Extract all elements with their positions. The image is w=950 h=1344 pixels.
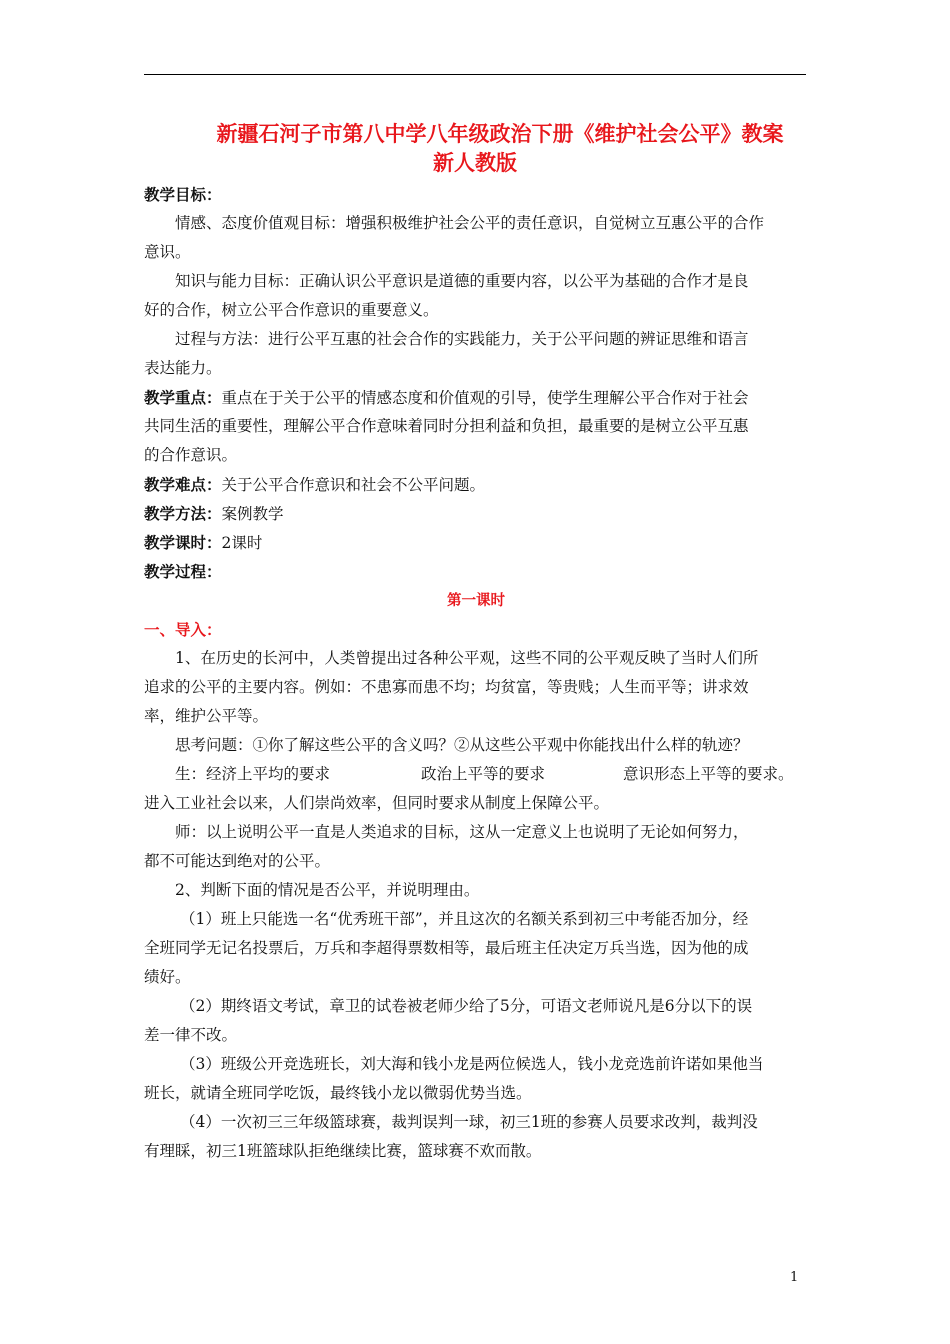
objective-process: 过程与方法：进行公平互惠的社会合作的实践能力，关于公平问题的辨证思维和语言	[175, 330, 749, 348]
intro-heading: 一、导入：	[144, 620, 222, 639]
document-title-line1: 新疆石河子市第八中学八年级政治下册《维护社会公平》教案	[216, 121, 784, 146]
student-answer-economic: 生：经济上平均的要求	[175, 765, 331, 783]
key-points-text: 重点在于关于公平的情感态度和价值观的引导，使学生理解公平合作对于社会	[221, 389, 749, 407]
process-label: 教学过程：	[144, 562, 222, 581]
case-2-cont: 差一律不改。	[144, 1026, 238, 1044]
key-points-cont2: 的合作意识。	[144, 446, 238, 464]
difficulty-label: 教学难点：	[144, 475, 222, 494]
intro-paragraph-1: 1、在历史的长河中，人类曾提出过各种公平观，这些不同的公平观反映了当时人们所	[175, 649, 759, 667]
key-points	[144, 383, 808, 412]
objective-knowledge-cont: 好的合作，树立公平合作意识的重要意义。	[144, 301, 439, 319]
student-answer-cont: 进入工业社会以来，人们崇尚效率，但同时要求从制度上保障公平。	[144, 794, 610, 812]
case-1: （1）班上只能选一名“优秀班干部”，并且这次的名额关系到初三中考能否加分，经	[180, 910, 749, 928]
teacher-remark: 师：以上说明公平一直是人类追求的目标，这从一定意义上也说明了无论如何努力，	[175, 823, 749, 841]
intro-paragraph-1-cont1: 追求的公平的主要内容。例如：不患寡而患不均；均贫富，等贵贱；人生而平等；讲求效	[144, 678, 749, 696]
teacher-remark-cont: 都不可能达到绝对的公平。	[144, 852, 331, 870]
case-2: （2）期终语文考试，章卫的试卷被老师少给了5分，可语文老师说凡是6分以下的误	[180, 997, 753, 1015]
intro-paragraph-1-cont2: 率，维护公平等。	[144, 707, 269, 725]
case-3-cont: 班长，就请全班同学吃饭，最终钱小龙以微弱优势当选。	[144, 1084, 532, 1102]
thinking-question: 思考问题：①你了解这些公平的含义吗？②从这些公平观中你能找出什么样的轨迹？	[175, 736, 749, 754]
key-points-cont1: 共同生活的重要性，理解公平合作意味着同时分担利益和负担，最重要的是树立公平互惠	[144, 417, 749, 435]
difficulty-text: 关于公平合作意识和社会不公平问题。	[221, 476, 486, 494]
hours-text: 2课时	[221, 534, 263, 552]
method	[144, 499, 808, 528]
difficulty	[144, 470, 808, 499]
case-1-cont1: 全班同学无记名投票后，万兵和李超得票数相等，最后班主任决定万兵当选，因为他的成	[144, 939, 749, 957]
hours-label: 教学课时：	[144, 533, 222, 552]
case-3: （3）班级公开竞选班长，刘大海和钱小龙是两位候选人，钱小龙竞选前许诺如果他当	[180, 1055, 764, 1073]
hours	[144, 528, 808, 557]
objective-emotion: 情感、态度价值观目标：增强积极维护社会公平的责任意识，自觉树立互惠公平的合作	[175, 214, 765, 232]
header-rule	[144, 74, 806, 75]
case-4-cont: 有理睬，初三1班篮球队拒绝继续比赛，篮球赛不欢而散。	[144, 1142, 542, 1160]
objective-process-cont: 表达能力。	[144, 359, 222, 377]
lesson-title: 第一课时	[447, 592, 505, 609]
student-answer	[144, 760, 808, 789]
method-text: 案例教学	[221, 505, 284, 523]
page-number: 1	[790, 1270, 799, 1285]
student-answer-ideology: 意识形态上平等的要求。	[623, 765, 794, 783]
method-label: 教学方法：	[144, 504, 222, 523]
objective-knowledge: 知识与能力目标：正确认识公平意识是道德的重要内容，以公平为基础的合作才是良	[175, 272, 749, 290]
document-body	[144, 180, 808, 1166]
case-4: （4）一次初三三年级篮球赛，裁判误判一球，初三1班的参赛人员要求改判，裁判没	[180, 1113, 758, 1131]
objectives-heading: 教学目标：	[144, 185, 222, 204]
objective-emotion-cont: 意识。	[144, 243, 191, 261]
case-1-cont2: 绩好。	[144, 968, 191, 986]
key-points-label: 教学重点：	[144, 388, 222, 407]
intro-paragraph-2: 2、判断下面的情况是否公平，并说明理由。	[175, 881, 480, 899]
document-title-line2: 新人教版	[433, 150, 517, 175]
student-answer-political: 政治上平等的要求	[421, 765, 546, 783]
